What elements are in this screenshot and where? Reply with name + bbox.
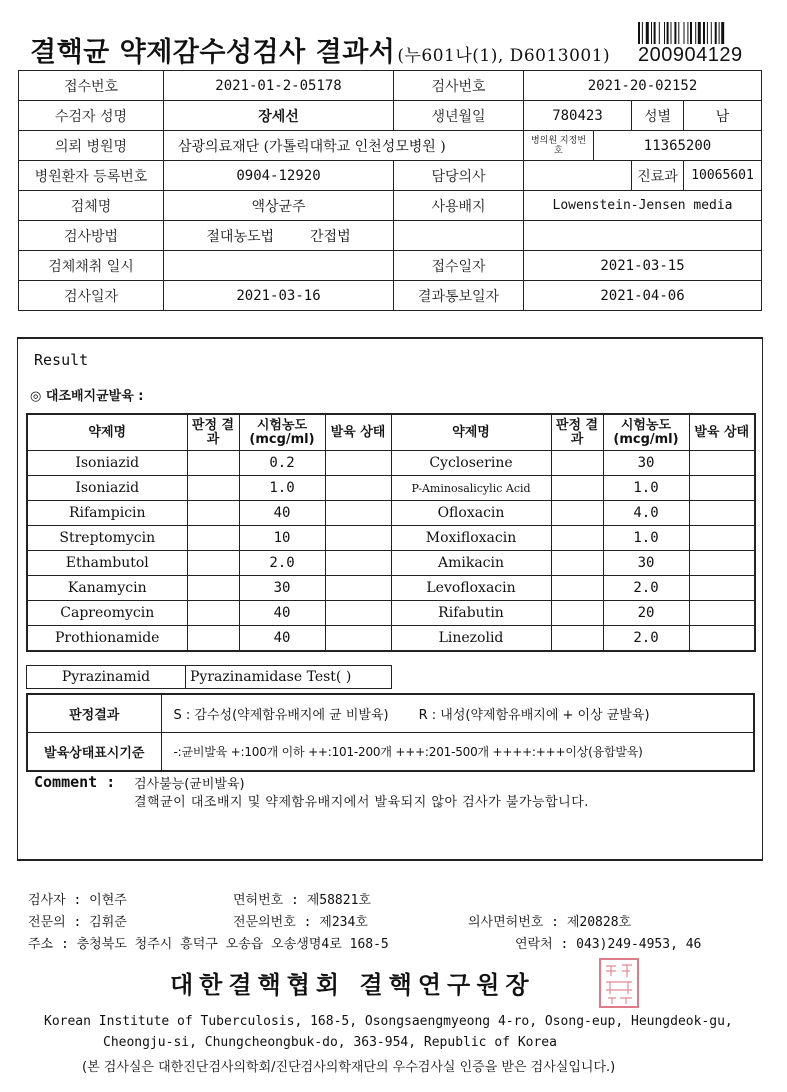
sex-label: 성별	[632, 101, 684, 131]
drug-growth	[689, 451, 755, 476]
english-address-line-1: Korean Institute of Tuberculosis, 168-5, Osongsaengmyeong 4-ro, Osong-eup, Heungdeok-gu,	[44, 1014, 733, 1029]
drug-name: Isoniazid	[27, 476, 187, 501]
header-drug: 약제명	[391, 414, 551, 451]
drug-row	[27, 451, 755, 476]
drug-judgment	[551, 576, 603, 601]
collection-date-label: 검체채취 일시	[19, 251, 164, 281]
criteria-resistant: R : 내성(약제함유배지에 + 이상 균발육)	[418, 708, 650, 723]
document-title	[30, 30, 610, 69]
pyrazinamidase-test: Pyrazinamidase Test( )	[190, 669, 352, 685]
patient-name: 장세선	[164, 101, 394, 131]
sex: 남	[684, 101, 762, 131]
drug-growth	[325, 451, 391, 476]
hospital-patient-no-label: 병원환자 등록번호	[19, 161, 164, 191]
drug-concentration: 10	[239, 526, 325, 551]
contact	[515, 933, 701, 952]
drug-judgment	[187, 501, 239, 526]
patient-name-label: 수검자 성명	[19, 101, 164, 131]
received-date: 2021-03-15	[524, 251, 762, 281]
organization-name: 대한결핵협회 결핵연구원장	[170, 970, 535, 999]
official-seal-stamp	[598, 957, 640, 1009]
specimen: 액상균주	[164, 191, 394, 221]
drug-growth	[325, 576, 391, 601]
drug-concentration: 1.0	[239, 476, 325, 501]
test-date: 2021-03-16	[164, 281, 394, 311]
drug-judgment	[551, 476, 603, 501]
drug-growth	[325, 626, 391, 652]
received-date-label: 접수일자	[394, 251, 524, 281]
hospital-label: 의뢰 병원명	[19, 131, 164, 161]
designated-no-label: 병의원 지정번호	[524, 131, 594, 161]
criteria-text	[161, 694, 754, 733]
comment-line-2: 결핵균이 대조배지 및 약제함유배지에서 발육되지 않아 검사가 불가능합니다.	[134, 795, 589, 810]
drug-judgment	[551, 601, 603, 626]
empty-cell	[394, 221, 524, 251]
drug-growth	[325, 551, 391, 576]
header-concentration: 시험농도 (mcg/ml)	[603, 414, 689, 451]
method-label: 검사방법	[19, 221, 164, 251]
certification-note: (본 검사실은 대한진단검사의학회/진단검사의학재단의 우수검사실 인증을 받은 검사실입니다.)	[82, 1060, 616, 1075]
license-label: 면허번호 :	[233, 893, 299, 908]
drug-concentration: 30	[239, 576, 325, 601]
drug-name: Rifampicin	[27, 501, 187, 526]
footer-tester-row	[28, 889, 371, 908]
report-date-label: 결과통보일자	[394, 281, 524, 311]
criteria-table	[26, 693, 755, 772]
drug-growth	[689, 476, 755, 501]
collection-date	[164, 251, 394, 281]
drug-judgment	[187, 601, 239, 626]
reception-no-label: 접수번호	[19, 71, 164, 101]
method-indirect: 간접법	[310, 228, 351, 245]
drug-concentration: 40	[239, 501, 325, 526]
drug-judgment	[551, 526, 603, 551]
drug-row	[27, 576, 755, 601]
drug-concentration: 2.0	[603, 576, 689, 601]
contact-label: 연락처 :	[515, 937, 569, 952]
pyrazinamide-label: Pyrazinamid	[27, 666, 186, 688]
title-text: 결핵균 약제감수성검사 결과서	[30, 37, 396, 68]
drug-judgment	[551, 451, 603, 476]
medium-label: 사용배지	[394, 191, 524, 221]
drug-concentration: 1.0	[603, 526, 689, 551]
header-judgment: 판정 결과	[187, 414, 239, 451]
specialist-no-value: 제234호	[319, 915, 368, 930]
header-drug: 약제명	[27, 414, 187, 451]
drug-judgment	[187, 451, 239, 476]
drug-concentration: 2.0	[603, 626, 689, 652]
drug-concentration: 1.0	[603, 476, 689, 501]
medium: Lowenstein-Jensen media	[524, 191, 762, 221]
drug-row	[27, 476, 755, 501]
drug-growth	[325, 501, 391, 526]
comment-label: Comment :	[34, 773, 116, 791]
barcode-number: 200904129	[638, 44, 743, 66]
drug-judgment	[551, 501, 603, 526]
drug-name: Isoniazid	[27, 451, 187, 476]
drug-name: Capreomycin	[27, 601, 187, 626]
result-title: Result	[34, 351, 89, 369]
report-date: 2021-04-06	[524, 281, 762, 311]
drug-growth	[689, 501, 755, 526]
test-date-label: 검사일자	[19, 281, 164, 311]
test-no: 2021-20-02152	[524, 71, 762, 101]
footer-specialist-row	[28, 911, 632, 930]
drug-name: Moxifloxacin	[391, 526, 551, 551]
drug-growth	[325, 476, 391, 501]
drug-row	[27, 551, 755, 576]
drug-row	[27, 526, 755, 551]
header-judgment: 판정 결과	[551, 414, 603, 451]
doctor-license-no: 제20828호	[566, 915, 632, 930]
header-growth: 발육 상태	[689, 414, 755, 451]
drug-concentration: 30	[603, 451, 689, 476]
doctor-license	[468, 911, 631, 930]
drug-growth	[689, 576, 755, 601]
result-section	[17, 337, 763, 861]
drug-row	[27, 501, 755, 526]
reception-no: 2021-01-2-05178	[164, 71, 394, 101]
header-growth: 발육 상태	[325, 414, 391, 451]
specialist-no	[233, 911, 368, 930]
drug-name: Cycloserine	[391, 451, 551, 476]
drug-judgment	[187, 551, 239, 576]
tester-label: 검사자 :	[28, 893, 82, 908]
drug-growth	[689, 526, 755, 551]
drug-concentration: 0.2	[239, 451, 325, 476]
designated-no: 11365200	[594, 131, 762, 161]
title-code: (누601나(1), D6013001)	[397, 46, 611, 66]
department: 10065601	[684, 161, 762, 191]
specimen-label: 검체명	[19, 191, 164, 221]
hospital-patient-no: 0904-12920	[164, 161, 394, 191]
doctor-label: 담당의사	[394, 161, 524, 191]
growth-scale: -:균비발육 +:100개 이하 ++:101-200개 +++:201-500개 ++++:+++이상(융합발육)	[161, 733, 754, 772]
criteria-label: 판정결과	[27, 694, 161, 733]
drug-growth	[689, 601, 755, 626]
drug-name: Prothionamide	[27, 626, 187, 652]
footer-address-row	[28, 933, 702, 952]
drug-concentration: 40	[239, 626, 325, 652]
address-label: 주소 :	[28, 937, 69, 952]
specialist: 김휘준	[89, 915, 127, 930]
drug-name: Amikacin	[391, 551, 551, 576]
drug-name: Ofloxacin	[391, 501, 551, 526]
drug-concentration: 20	[603, 601, 689, 626]
pyrazinamide-row	[26, 665, 392, 689]
drug-judgment	[551, 551, 603, 576]
empty-cell	[524, 221, 762, 251]
drug-name: Levofloxacin	[391, 576, 551, 601]
doctor-license-label: 의사면허번호 :	[468, 915, 560, 930]
drug-growth	[689, 551, 755, 576]
drug-growth	[689, 626, 755, 652]
drug-name: Kanamycin	[27, 576, 187, 601]
control-growth-label: ◎ 대조배지균발육 :	[30, 389, 144, 404]
license	[233, 889, 371, 908]
dob: 780423	[524, 101, 632, 131]
drug-concentration: 30	[603, 551, 689, 576]
growth-scale-label: 발육상태표시기준	[27, 733, 161, 772]
specialist-label: 전문의 :	[28, 915, 82, 930]
english-address-line-2: Cheongju-si, Chungcheongbuk-do, 363-954, Republic of Korea	[103, 1035, 557, 1050]
header-concentration: 시험농도 (mcg/ml)	[239, 414, 325, 451]
comment-line-1: 검사불능(균비발육)	[134, 777, 245, 792]
drug-judgment	[187, 626, 239, 652]
drug-concentration: 2.0	[239, 551, 325, 576]
drug-judgment	[187, 526, 239, 551]
address: 충청북도 청주시 흥덕구 오송읍 오송생명4로 168-5	[76, 937, 389, 952]
barcode	[638, 22, 749, 44]
drug-row	[27, 626, 755, 652]
drug-judgment	[187, 476, 239, 501]
comment	[34, 773, 589, 810]
tester: 이현주	[89, 893, 127, 908]
department-label: 진료과	[632, 161, 684, 191]
contact-no: 043)249-4953, 46	[576, 937, 702, 952]
drug-judgment	[551, 626, 603, 652]
drug-name: P-Aminosalicylic Acid	[391, 476, 551, 501]
patient-info-table	[18, 70, 762, 311]
dob-label: 생년월일	[394, 101, 524, 131]
method	[164, 221, 394, 251]
drug-table	[26, 413, 756, 652]
drug-growth	[325, 526, 391, 551]
doctor	[524, 161, 632, 191]
drug-judgment	[187, 576, 239, 601]
criteria-susceptible: S : 감수성(약제함유배지에 균 비발육)	[173, 708, 389, 723]
hospital-name: 삼광의료재단 (가톨릭대학교 인천성모병원 )	[164, 131, 524, 161]
specialist-no-label: 전문의번호 :	[233, 915, 312, 930]
license-no: 제58821호	[306, 893, 371, 908]
drug-name: Ethambutol	[27, 551, 187, 576]
test-no-label: 검사번호	[394, 71, 524, 101]
drug-concentration: 4.0	[603, 501, 689, 526]
drug-row	[27, 601, 755, 626]
drug-name: Linezolid	[391, 626, 551, 652]
drug-concentration: 40	[239, 601, 325, 626]
method-absolute: 절대농도법	[206, 228, 275, 245]
drug-name: Streptomycin	[27, 526, 187, 551]
drug-growth	[325, 601, 391, 626]
drug-name: Rifabutin	[391, 601, 551, 626]
